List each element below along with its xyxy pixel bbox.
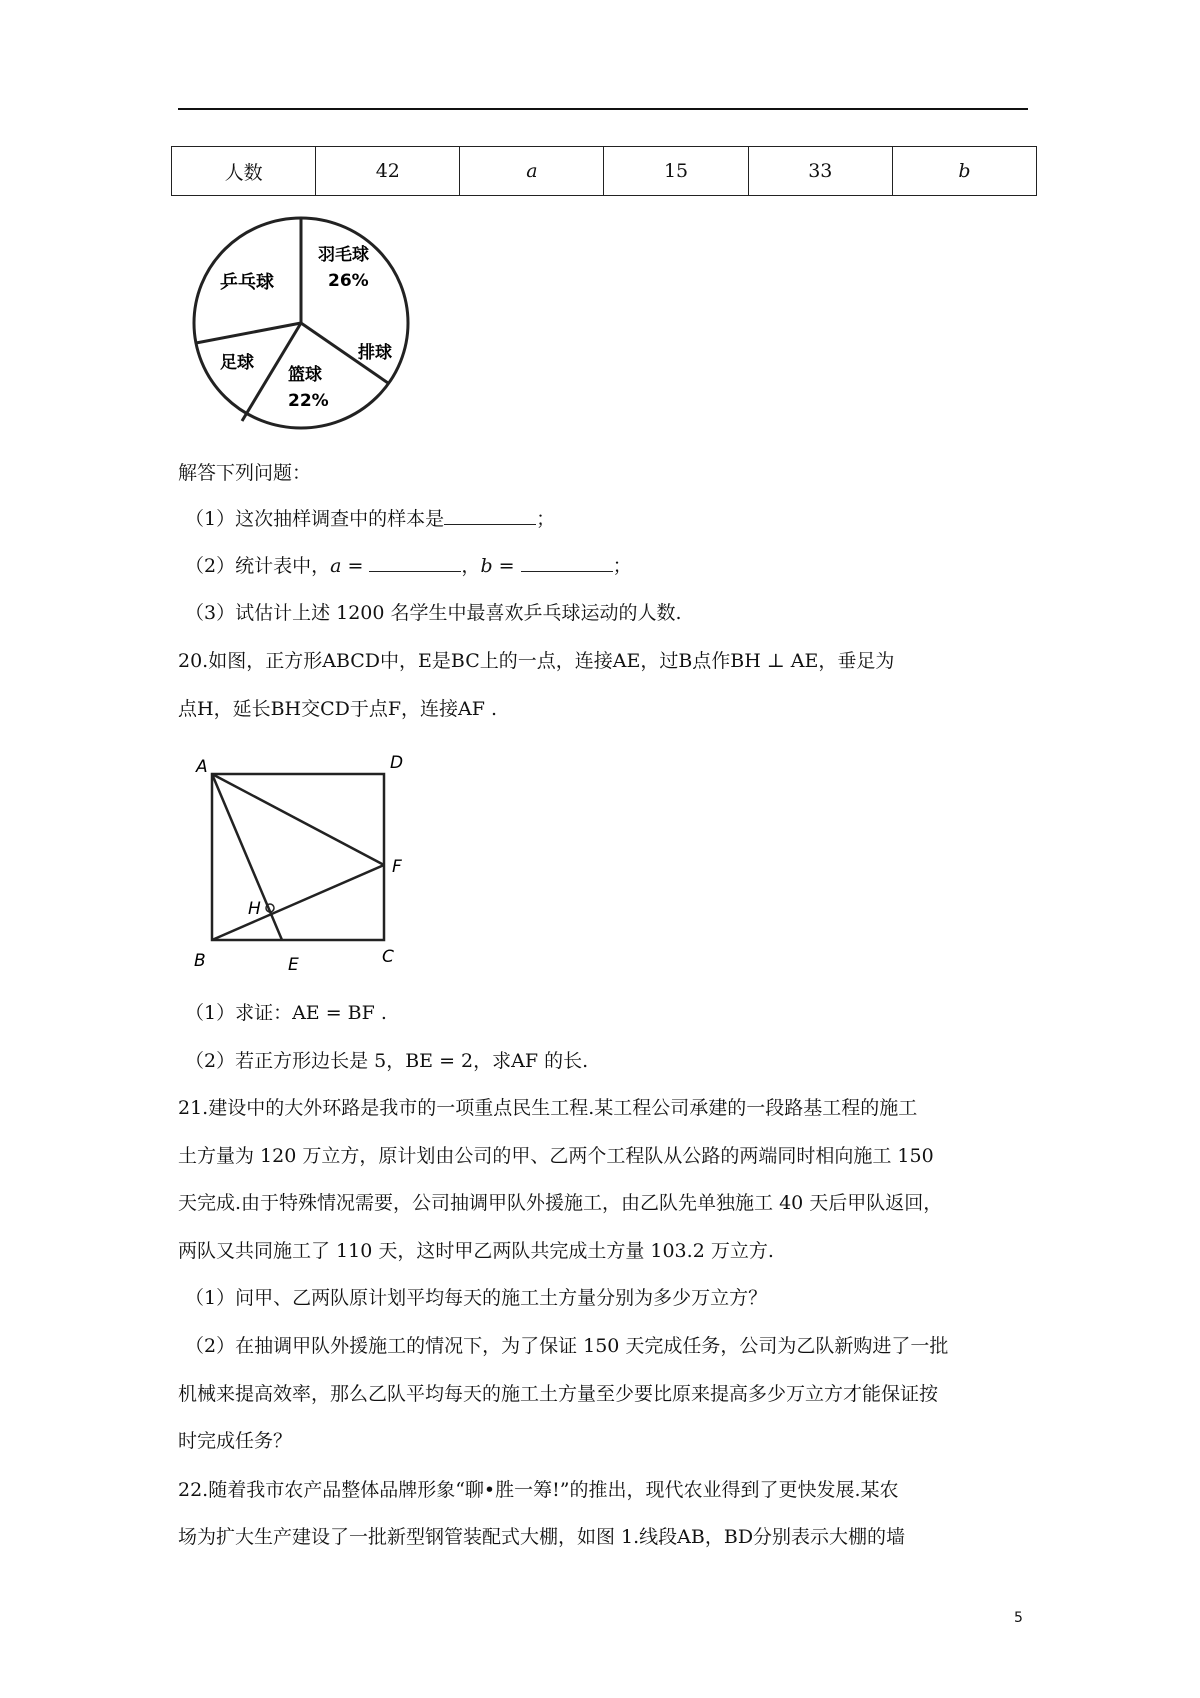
pie-label: 乒乓球	[220, 272, 274, 293]
separator: ，	[461, 555, 481, 577]
var-b: b	[480, 555, 493, 577]
segment-af	[212, 774, 384, 865]
answer-blank	[521, 553, 613, 572]
pie-figure	[180, 208, 420, 438]
segment-bf	[212, 865, 384, 940]
table-cell: 人数	[172, 147, 316, 196]
table-cell: 42	[316, 147, 460, 196]
table-row	[172, 147, 1037, 196]
point-label: E	[288, 955, 299, 975]
point-label: C	[382, 947, 394, 967]
pie-label: 足球	[220, 353, 254, 373]
q21-line4: 两队又共同施工了 110 天，这时甲乙两队共完成土方量 103.2 万立方.	[178, 1240, 774, 1262]
pie-label: 排球	[358, 343, 392, 363]
q21-line1: 21.建设中的大外环路是我市的一项重点民生工程.某工程公司承建的一段路基工程的施工	[178, 1097, 918, 1119]
q19-intro: 解答下列问题：	[178, 462, 312, 484]
square-abcd	[212, 774, 384, 940]
point-label: D	[390, 753, 404, 773]
q20-part1: （1）求证：AE = BF .	[185, 1002, 387, 1024]
q22-line1: 22.随着我市农产品整体品牌形象“聊•胜一筹!”的推出，现代农业得到了更快发展.某农	[178, 1479, 899, 1501]
stats-table	[171, 146, 1037, 196]
point-label: F	[392, 857, 402, 877]
q21-part2-line3: 时完成任务？	[178, 1430, 293, 1452]
q19-part2-end: ；	[612, 555, 632, 577]
q21-part1: （1）问甲、乙两队原计划平均每天的施工土方量分别为多少万立方？	[185, 1287, 768, 1309]
q19-part1-end: ；	[536, 508, 556, 530]
pie-label: 26%	[328, 271, 369, 291]
page-number: 5	[1014, 1610, 1023, 1626]
pie-label: 羽毛球	[318, 245, 369, 265]
point-label: B	[194, 951, 206, 971]
q20-part2: （2）若正方形边长是 5，BE = 2，求AF 的长.	[185, 1050, 589, 1072]
q19-part3: （3）试估计上述 1200 名学生中最喜欢乒乓球运动的人数.	[185, 602, 682, 624]
q20-line2: 点H，延长BH交CD于点F，连接AF .	[178, 698, 498, 720]
q21-line2: 土方量为 120 万立方，原计划由公司的甲、乙两个工程队从公路的两端同时相向施工 150	[178, 1145, 934, 1167]
q22-line2: 场为扩大生产建设了一批新型钢管装配式大棚，如图 1.线段AB，BD分别表示大棚的墙	[178, 1526, 906, 1548]
q19-part1-text: （1）这次抽样调查中的样本是	[185, 508, 445, 530]
q21-line3: 天完成.由于特殊情况需要，公司抽调甲队外援施工，由乙队先单独施工 40 天后甲队返回，	[178, 1192, 943, 1214]
equals: =	[341, 555, 370, 577]
point-label: A	[196, 757, 208, 777]
table-cell: b	[892, 147, 1036, 196]
q21-part2-line1: （2）在抽调甲队外援施工的情况下，为了保证 150 天完成任务，公司为乙队新购进了一批	[185, 1335, 949, 1357]
point-label: H	[248, 899, 261, 919]
pie-divider	[196, 323, 301, 343]
equals: =	[492, 555, 521, 577]
header-rule	[178, 108, 1028, 110]
pie-label: 篮球	[288, 365, 322, 385]
pie-label: 22%	[288, 391, 329, 411]
q19-part1	[185, 506, 555, 532]
q19-part2-text: （2）统计表中，	[185, 555, 331, 577]
answer-blank	[369, 553, 461, 572]
table-cell: 15	[604, 147, 748, 196]
q19-part2	[185, 553, 632, 579]
table-cell: a	[460, 147, 604, 196]
answer-blank	[444, 506, 536, 525]
table-cell: 33	[748, 147, 892, 196]
var-a: a	[330, 555, 342, 577]
q21-part2-line2: 机械来提高效率，那么乙队平均每天的施工土方量至少要比原来提高多少万立方才能保证按	[178, 1383, 939, 1405]
q20-line1: 20.如图，正方形ABCD中，E是BC上的一点，连接AE，过B点作BH ⊥ AE，垂足为	[178, 650, 895, 672]
square-figure	[186, 748, 416, 978]
